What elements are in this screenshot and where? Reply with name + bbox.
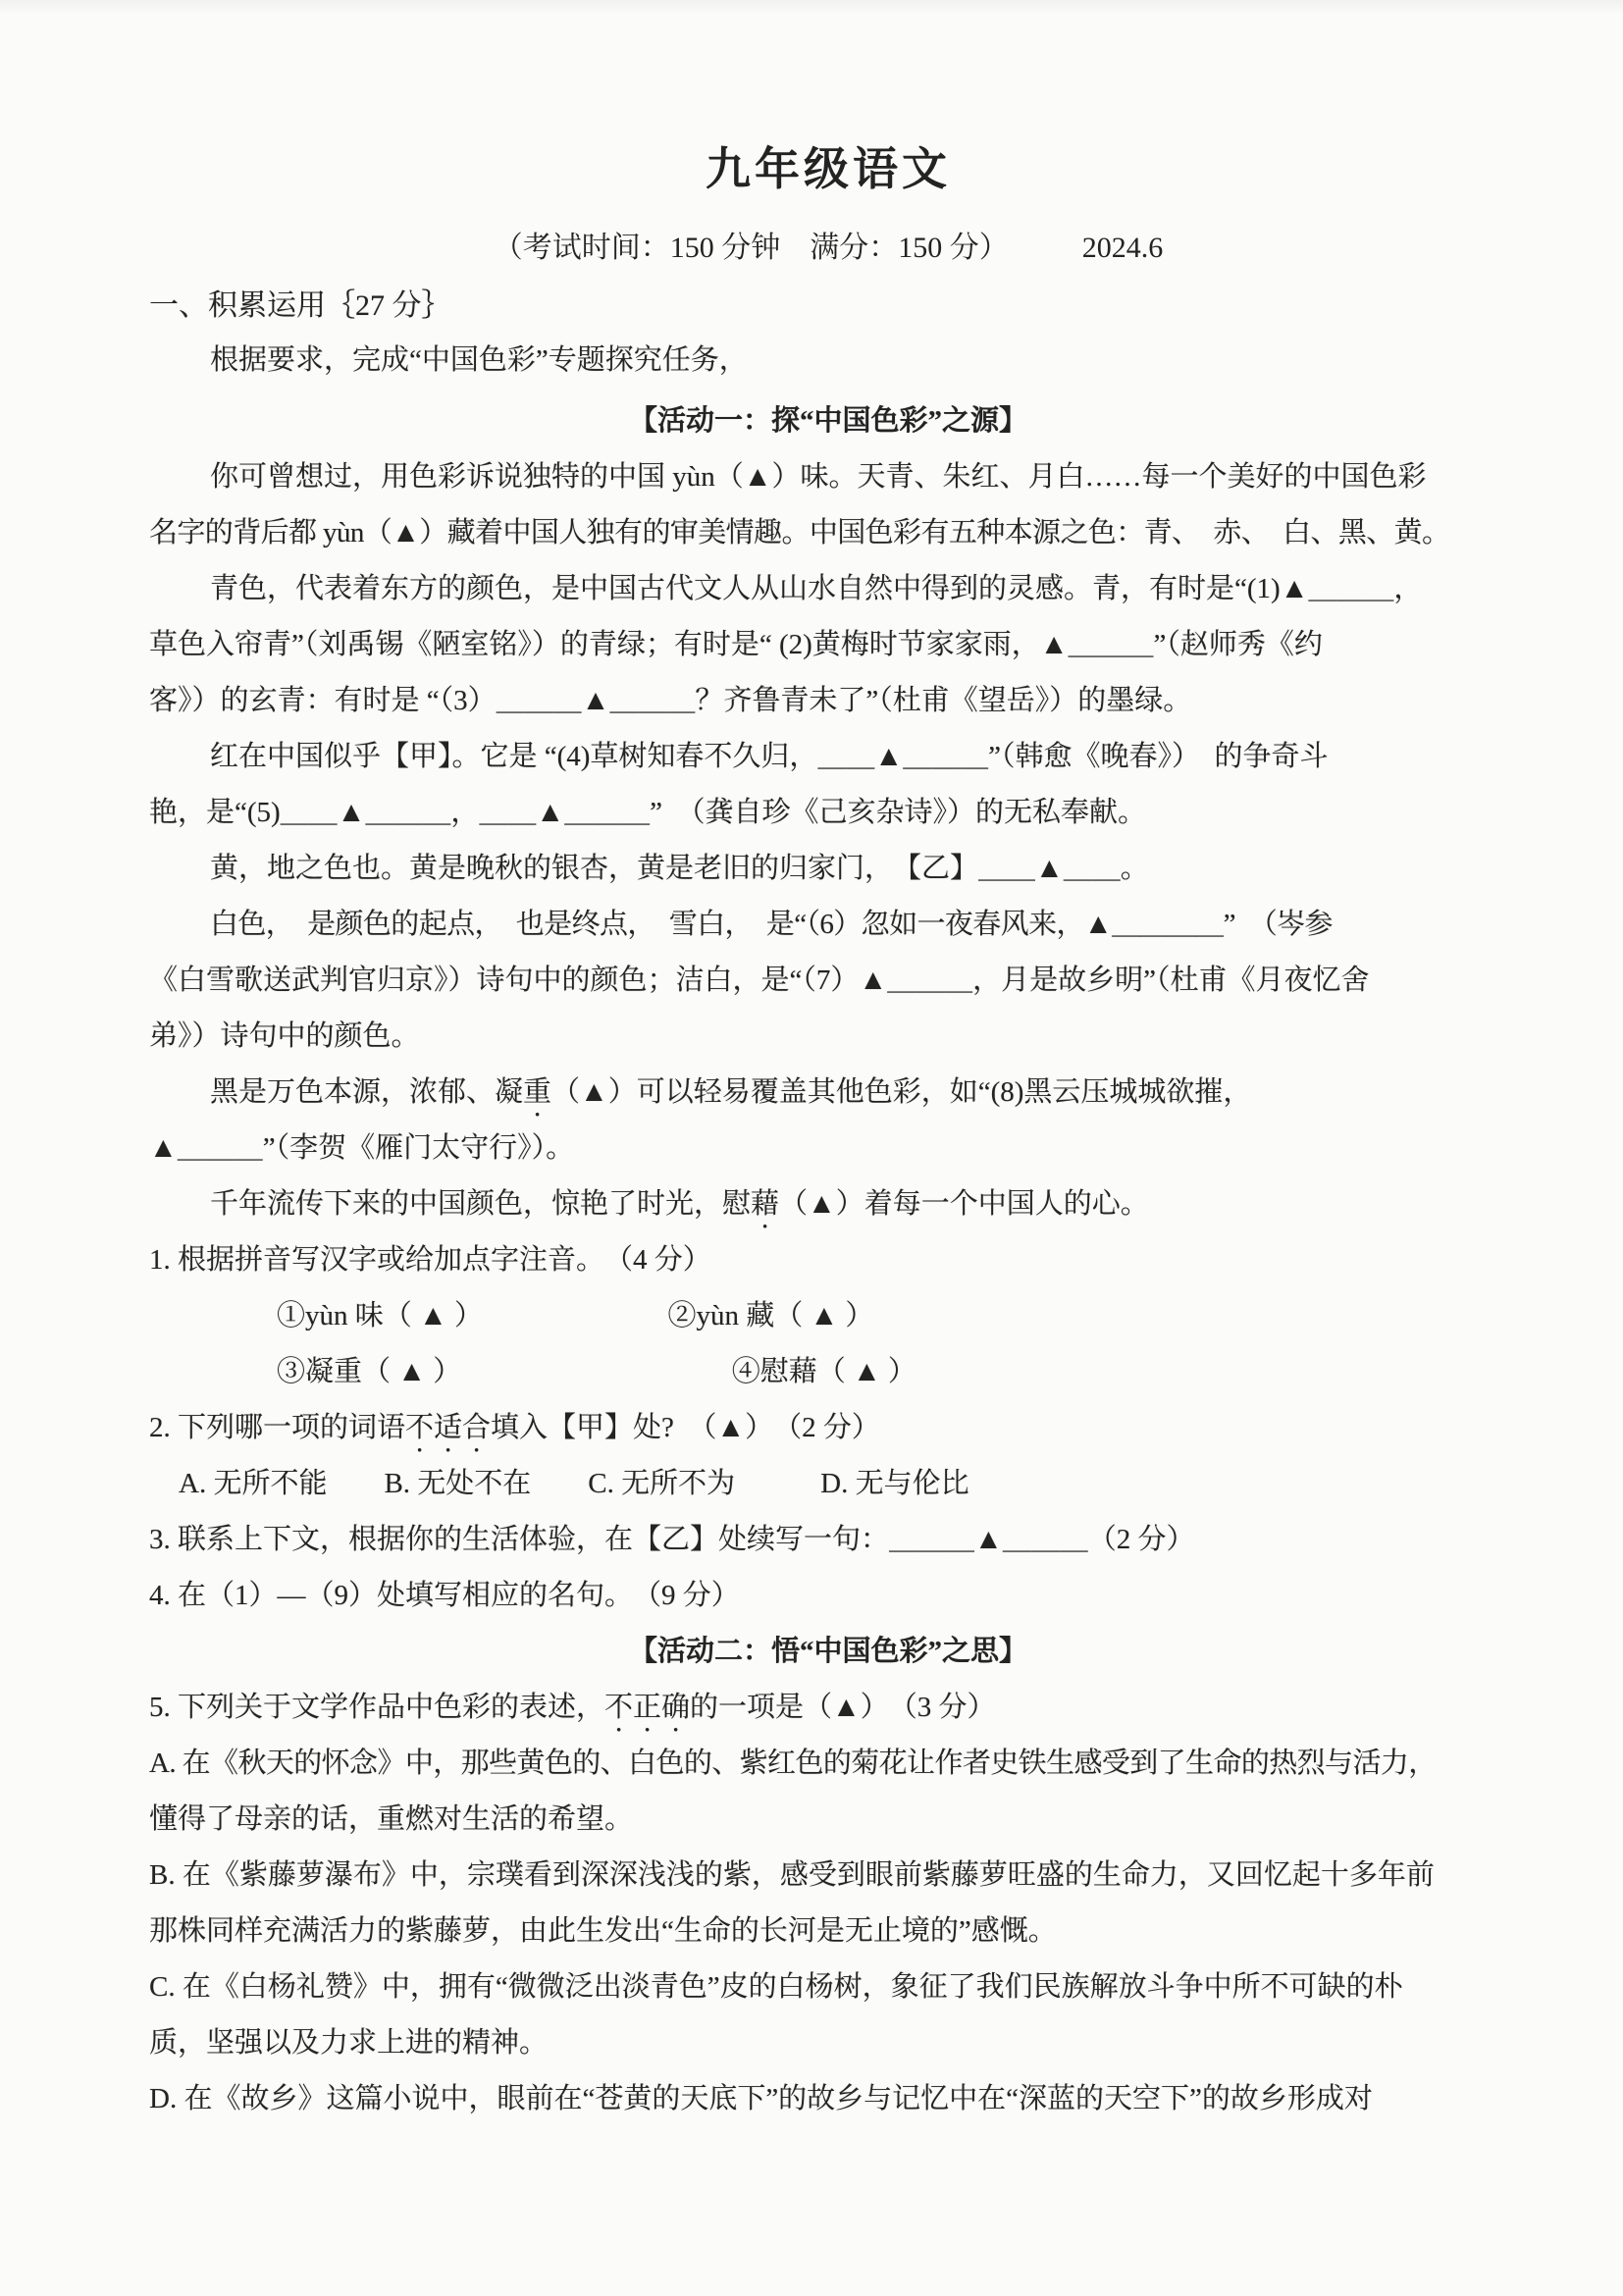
section-1-heading: 一、积累运用｛27 分｝ [149,289,451,322]
option-a-line-2: 懂得了母亲的话，重燃对生活的希望。 [149,1803,634,1835]
option-b-line-2: 那株同样充满活力的紫藤萝，由此生发出“生命的长河是无止境的”感慨。 [149,1915,1057,1947]
question-4: 4. 在（1）—（9）处填写相应的名句。 （9 分） [149,1580,740,1611]
exam-info: （考试时间：150 分钟 满分：150 分） 2024.6 [493,232,1164,264]
passage-line-blank-8: 黑是万色本源，浓郁、凝重（▲）可以轻易覆盖其他色彩，如“(8)黑云压城城欲摧， [210,1076,1252,1108]
page-title: 九年级语文 [706,144,951,194]
passage-line-blank-1: 青色，代表着东方的颜色，是中国古代文人从山水自然中得到的灵感。青，有时是“(1)▲＿＿＿， [210,573,1423,604]
passage-line-blank-5: 艳，是“(5)＿＿▲＿＿＿，＿＿▲＿＿＿” （龚自珍《己亥杂诗》）的无私奉献。 [149,797,1146,828]
emphasis-dots: 不正确 [604,1692,691,1723]
question-1: 1. 根据拼音写汉字或给加点字注音。 （4 分） [149,1244,711,1276]
activity-1-heading: 【活动一：探“中国色彩”之源】 [628,405,1027,437]
passage-line: 弟》）诗句中的颜色。 [149,1020,420,1052]
pinyin-row-1: ①yùn 味（ ▲ ） ②yùn 藏（ ▲ ） [277,1300,874,1331]
emphasis-dots: 不适合 [405,1412,492,1443]
passage-line-blank-2: 草色入帘青”（刘禹锡《陋室铭》）的青绿；有时是“ (2)黄梅时节家家雨，▲＿＿＿”（赵师秀《约 [149,629,1323,660]
exam-paper-content [149,0,1507,2127]
option-d-line: D. 在《故乡》这篇小说中，眼前在“苍黄的天底下”的故乡与记忆中在“深蓝的天空下”的故乡形成对 [149,2083,1373,2114]
pinyin-row-2: ③凝重（ ▲ ） ④慰藉（ ▲ ） [277,1356,916,1387]
passage-line: 名字的背后都 yùn（▲）藏着中国人独有的审美情趣。中国色彩有五种本源之色：青、 赤、 白、黑、黄。 [149,517,1450,548]
passage-line-blank-4: 红在中国似乎【甲】。它是 “(4)草树知春不久归，＿＿▲＿＿＿”（韩愈《晚春》） 的争奇斗 [210,741,1329,772]
task-intro: 根据要求，完成“中国色彩”专题探究任务， [210,344,748,376]
passage-line: 你可曾想过，用色彩诉说独特的中国 yùn（▲）味。天青、朱红、月白……每一个美好的中国色彩 [210,461,1427,493]
question-5: 5. 下列关于文学作品中色彩的表述，不正确的一项是（▲） （3 分） [149,1692,996,1723]
question-3: 3. 联系上下文，根据你的生活体验，在【乙】处续写一句：＿＿＿▲＿＿＿（2 分） [149,1524,1195,1555]
option-c-line: C. 在《白杨礼赞》中，拥有“微微泛出淡青色”皮的白杨树，象征了我们民族解放斗争中所不可缺的朴 [149,1971,1403,2003]
question-2: 2. 下列哪一项的词语不适合填入【甲】处? （▲） （2 分） [149,1412,880,1443]
emphasis-dots: 藉 [751,1188,780,1220]
option-b-line: B. 在《紫藤萝瀑布》中，宗璞看到深深浅浅的紫，感受到眼前紫藤萝旺盛的生命力，又回忆起十多年前 [149,1859,1435,1891]
passage-line-yi: 黄，地之色也。黄是晚秋的银杏，黄是老旧的归家门， 【乙】＿＿▲＿＿。 [210,853,1149,884]
passage-line: ▲＿＿＿”（李贺《雁门太守行》）。 [149,1132,575,1164]
passage-line-blank-7: 《白雪歌送武判官归京》）诗句中的颜色；洁白，是“（7）▲＿＿＿，月是故乡明”（杜甫《月夜忆舍 [149,965,1370,996]
option-c-line-2: 质，坚强以及力求上进的精神。 [149,2027,549,2059]
passage-line-blank-6: 白色， 是颜色的起点， 也是终点， 雪白， 是“（6）忽如一夜春风来，▲＿＿＿＿” （岑参 [210,909,1333,940]
option-a-line: A. 在《秋天的怀念》中，那些黄色的、白色的、紫红色的菊花让作者史铁生感受到了生命的热烈与活力， [149,1748,1437,1779]
passage-line: 千年流传下来的中国颜色，惊艳了时光，慰藉（▲）着每一个中国人的心。 [210,1188,1149,1220]
question-2-options: A. 无所不能 B. 无处不在 C. 无所不为 D. 无与伦比 [179,1468,969,1499]
passage-line-blank-3: 客》）的玄青：有时是 “（3）＿＿＿▲＿＿＿？齐鲁青未了”（杜甫《望岳》）的墨绿。 [149,685,1192,716]
activity-2-heading: 【活动二：悟“中国色彩”之思】 [628,1636,1027,1667]
emphasis-dots: 重 [523,1076,552,1108]
